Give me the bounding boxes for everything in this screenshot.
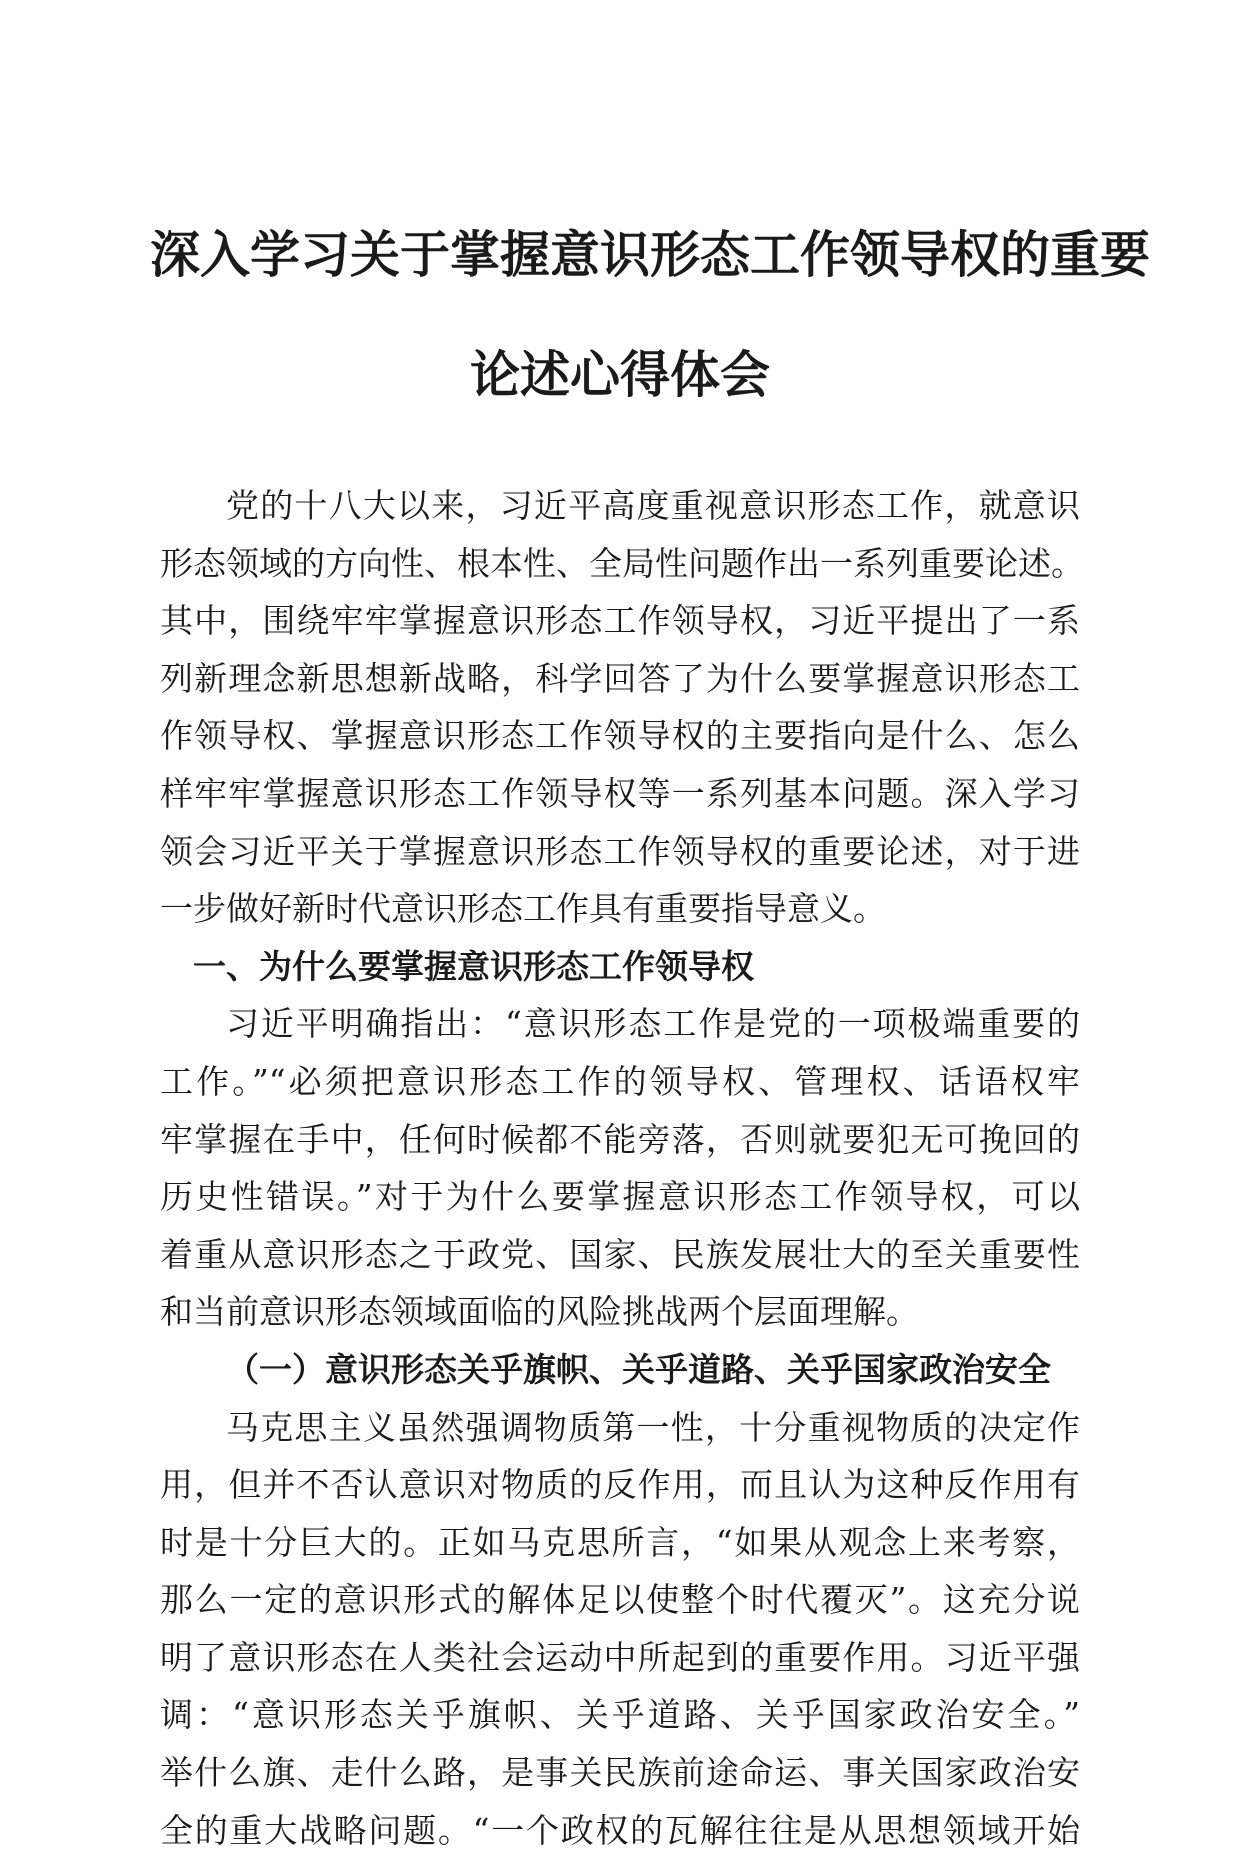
paragraph-line: 时是十分巨大的。正如马克思所言，“如果从观念上来考察，	[160, 1522, 1080, 1562]
paragraph-line: 明了意识形态在人类社会运动中所起到的重要作用。习近平强	[160, 1637, 1080, 1677]
paragraph-line: 全的重大战略问题。“一个政权的瓦解往往是从思想领域开始	[160, 1810, 1080, 1850]
paragraph-line: 习近平明确指出：“意识形态工作是党的一项极端重要的	[226, 1004, 1080, 1044]
subsection-heading: （一）意识形态关乎旗帜、关乎道路、关乎国家政治安全	[226, 1349, 1051, 1389]
paragraph-line: 党的十八大以来，习近平高度重视意识形态工作，就意识	[226, 486, 1080, 525]
paragraph-line: 其中，围绕牢牢掌握意识形态工作领导权，习近平提出了一系	[160, 601, 1080, 641]
paragraph-line: 用，但并不否认意识对物质的反作用，而且认为这种反作用有	[160, 1465, 1080, 1505]
paragraph-line: 举什么旗、走什么路，是事关民族前途命运、事关国家政治安	[160, 1753, 1080, 1793]
section-heading: 一、为什么要掌握意识形态工作领导权	[193, 946, 754, 986]
title-line-1: 深入学习关于掌握意识形态工作领导权的重要	[150, 226, 1150, 284]
paragraph-line: 形态领域的方向性、根本性、全局性问题作出一系列重要论述。	[160, 543, 1084, 583]
paragraph-line: 马克思主义虽然强调物质第一性，十分重视物质的决定作	[226, 1407, 1080, 1447]
paragraph-line: 工作。”“必须把意识形态工作的领导权、管理权、话语权牢	[160, 1061, 1080, 1101]
paragraph-line: 列新理念新思想新战略，科学回答了为什么要掌握意识形态工	[160, 658, 1080, 698]
paragraph-line: 历史性错误。”对于为什么要掌握意识形态工作领导权，可以	[160, 1177, 1080, 1217]
paragraph-line: 作领导权、掌握意识形态工作领导权的主要指向是什么、怎么	[160, 716, 1080, 756]
paragraph-line: 和当前意识形态领域面临的风险挑战两个层面理解。	[160, 1292, 919, 1332]
document-body	[160, 477, 1084, 1859]
paragraph-line: 着重从意识形态之于政党、国家、民族发展壮大的至关重要性	[160, 1234, 1080, 1274]
paragraph-line: 一步做好新时代意识形态工作具有重要指导意义。	[160, 889, 886, 929]
paragraph-line: 那么一定的意识形式的解体足以使整个时代覆灭”。这充分说	[160, 1580, 1080, 1620]
paragraph-line: 领会习近平关于掌握意识形态工作领导权的重要论述，对于进	[160, 831, 1080, 871]
paragraph-line: 样牢牢掌握意识形态工作领导权等一系列基本问题。深入学习	[160, 773, 1080, 813]
paragraph-line: 牢掌握在手中，任何时候都不能旁落，否则就要犯无可挽回的	[160, 1119, 1080, 1159]
paragraph-line: 调：“意识形态关乎旗帜、关乎道路、关乎国家政治安全。”	[160, 1695, 1080, 1735]
title-line-2: 论述心得体会	[470, 346, 770, 404]
